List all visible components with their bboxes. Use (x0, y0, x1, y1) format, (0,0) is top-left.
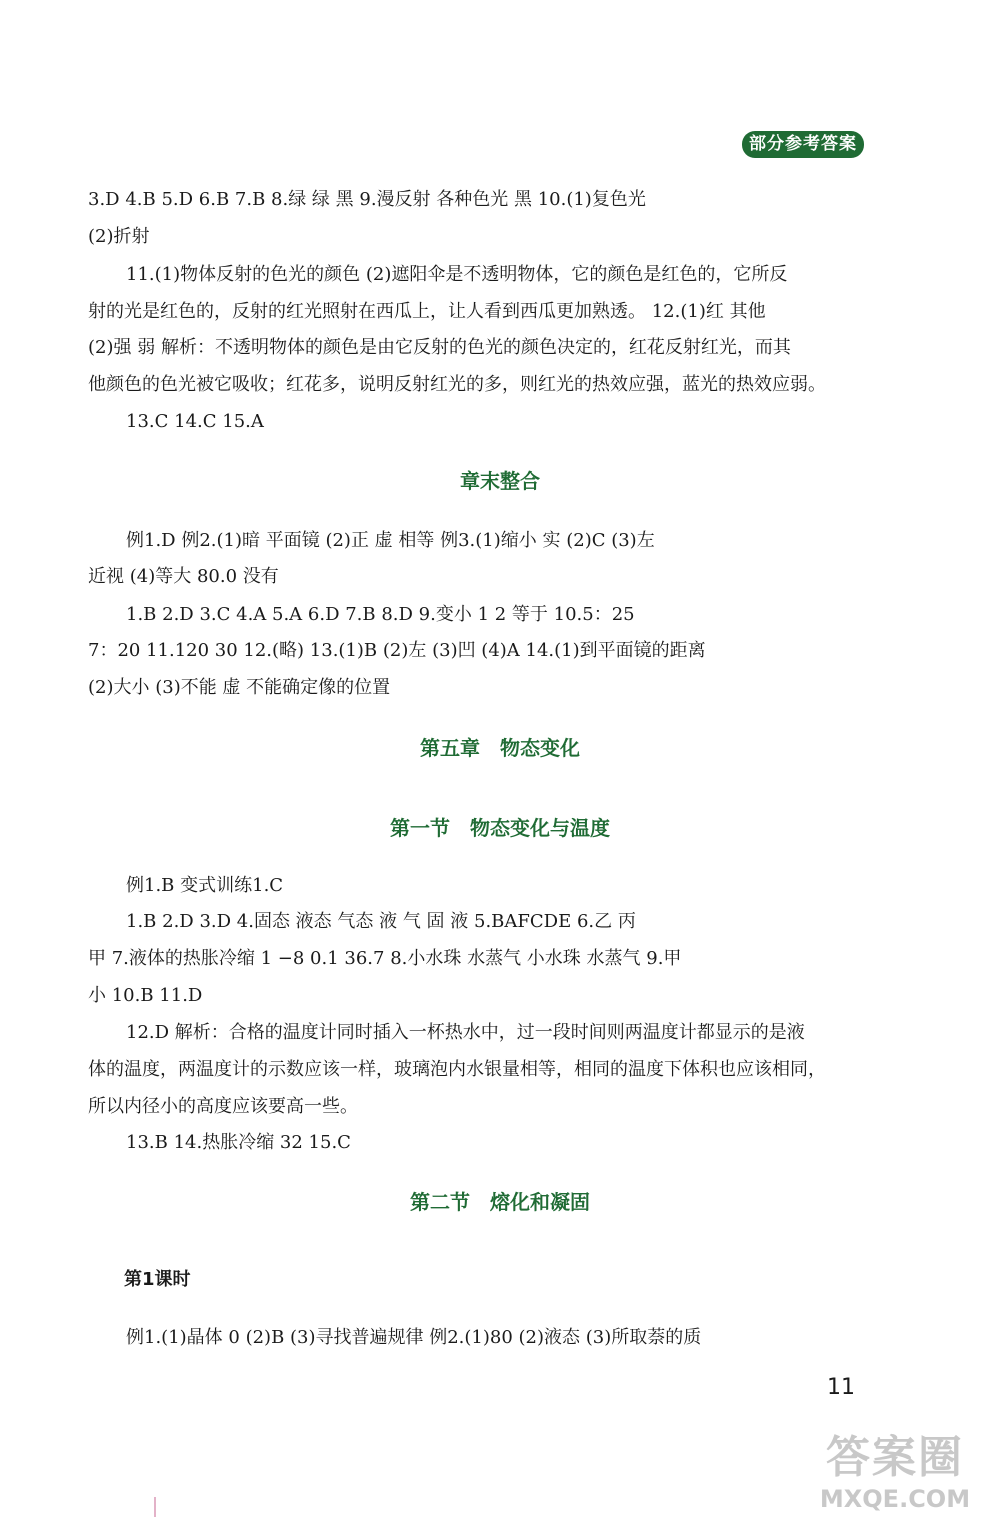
section-heading: 第二节 熔化和凝固 (410, 1190, 590, 1214)
text-line: 11.(1)物体反射的色光的颜色 (2)遮阳伞是不透明物体，它的颜色是红色的，它所反 (126, 264, 788, 285)
text-line: 1.B 2.D 3.C 4.A 5.A 6.D 7.B 8.D 9.变小 1 2 等于 10.5：25 (126, 604, 635, 625)
text-line: 甲 7.液体的热胀冷缩 1 −8 0.1 36.7 8.小水珠 水蒸气 小水珠 水蒸气 9.甲 (88, 948, 682, 969)
chapter-heading: 第五章 物态变化 (420, 736, 580, 760)
text-line: 他颜色的色光被它吸收；红花多，说明反射红光的多，则红光的热效应强，蓝光的热效应弱。 (88, 374, 826, 395)
text-line: (2)大小 (3)不能 虚 不能确定像的位置 (88, 677, 391, 698)
text-line: 例1.(1)晶体 0 (2)B (3)寻找普遍规律 例2.(1)80 (2)液态 (3)所取萘的质 (126, 1327, 702, 1348)
text-line: 3.D 4.B 5.D 6.B 7.B 8.绿 绿 黑 9.漫反射 各种色光 黑 10.(1)复色光 (88, 189, 646, 210)
text-line: (2)折射 (88, 226, 150, 247)
margin-mark (154, 1497, 156, 1517)
text-line: 小 10.B 11.D (88, 985, 203, 1006)
watermark-logo (800, 1432, 990, 1518)
text-line: 例1.D 例2.(1)暗 平面镜 (2)正 虚 相等 例3.(1)缩小 实 (2)C (3)左 (126, 530, 655, 551)
watermark-url: MXQE.COM (819, 1485, 971, 1513)
heading-summary: 章末整合 (460, 469, 540, 493)
lesson-label: 第1课时 (124, 1269, 191, 1290)
text-line: 射的光是红色的，反射的红光照射在西瓜上，让人看到西瓜更加熟透。 12.(1)红 其他 (88, 301, 766, 322)
text-line: 近视 (4)等大 80.0 没有 (88, 566, 279, 587)
text-line: 1.B 2.D 3.D 4.固态 液态 气态 液 气 固 液 5.BAFCDE 6.乙 丙 (126, 911, 636, 932)
text-line: 13.B 14.热胀冷缩 32 15.C (126, 1132, 351, 1153)
text-line: 13.C 14.C 15.A (126, 411, 264, 432)
section-heading: 第一节 物态变化与温度 (390, 816, 610, 840)
watermark-title: 答案圈 (826, 1432, 964, 1483)
text-line: 例1.B 变式训练1.C (126, 875, 284, 896)
page-number: 11 (827, 1375, 855, 1400)
text-line: (2)强 弱 解析：不透明物体的颜色是由它反射的色光的颜色决定的，红花反射红光，而其 (88, 337, 791, 358)
section-badge: 部分参考答案 (742, 131, 864, 158)
text-line: 7：20 11.120 30 12.(略) 13.(1)B (2)左 (3)凹 (4)A 14.(1)到平面镜的距离 (88, 640, 706, 661)
text-line: 体的温度，两温度计的示数应该一样，玻璃泡内水银量相等，相同的温度下体积也应该相同， (88, 1059, 826, 1080)
text-line: 12.D 解析：合格的温度计同时插入一杯热水中，过一段时间则两温度计都显示的是液 (126, 1022, 805, 1043)
text-line: 所以内径小的高度应该要高一些。 (88, 1096, 358, 1117)
